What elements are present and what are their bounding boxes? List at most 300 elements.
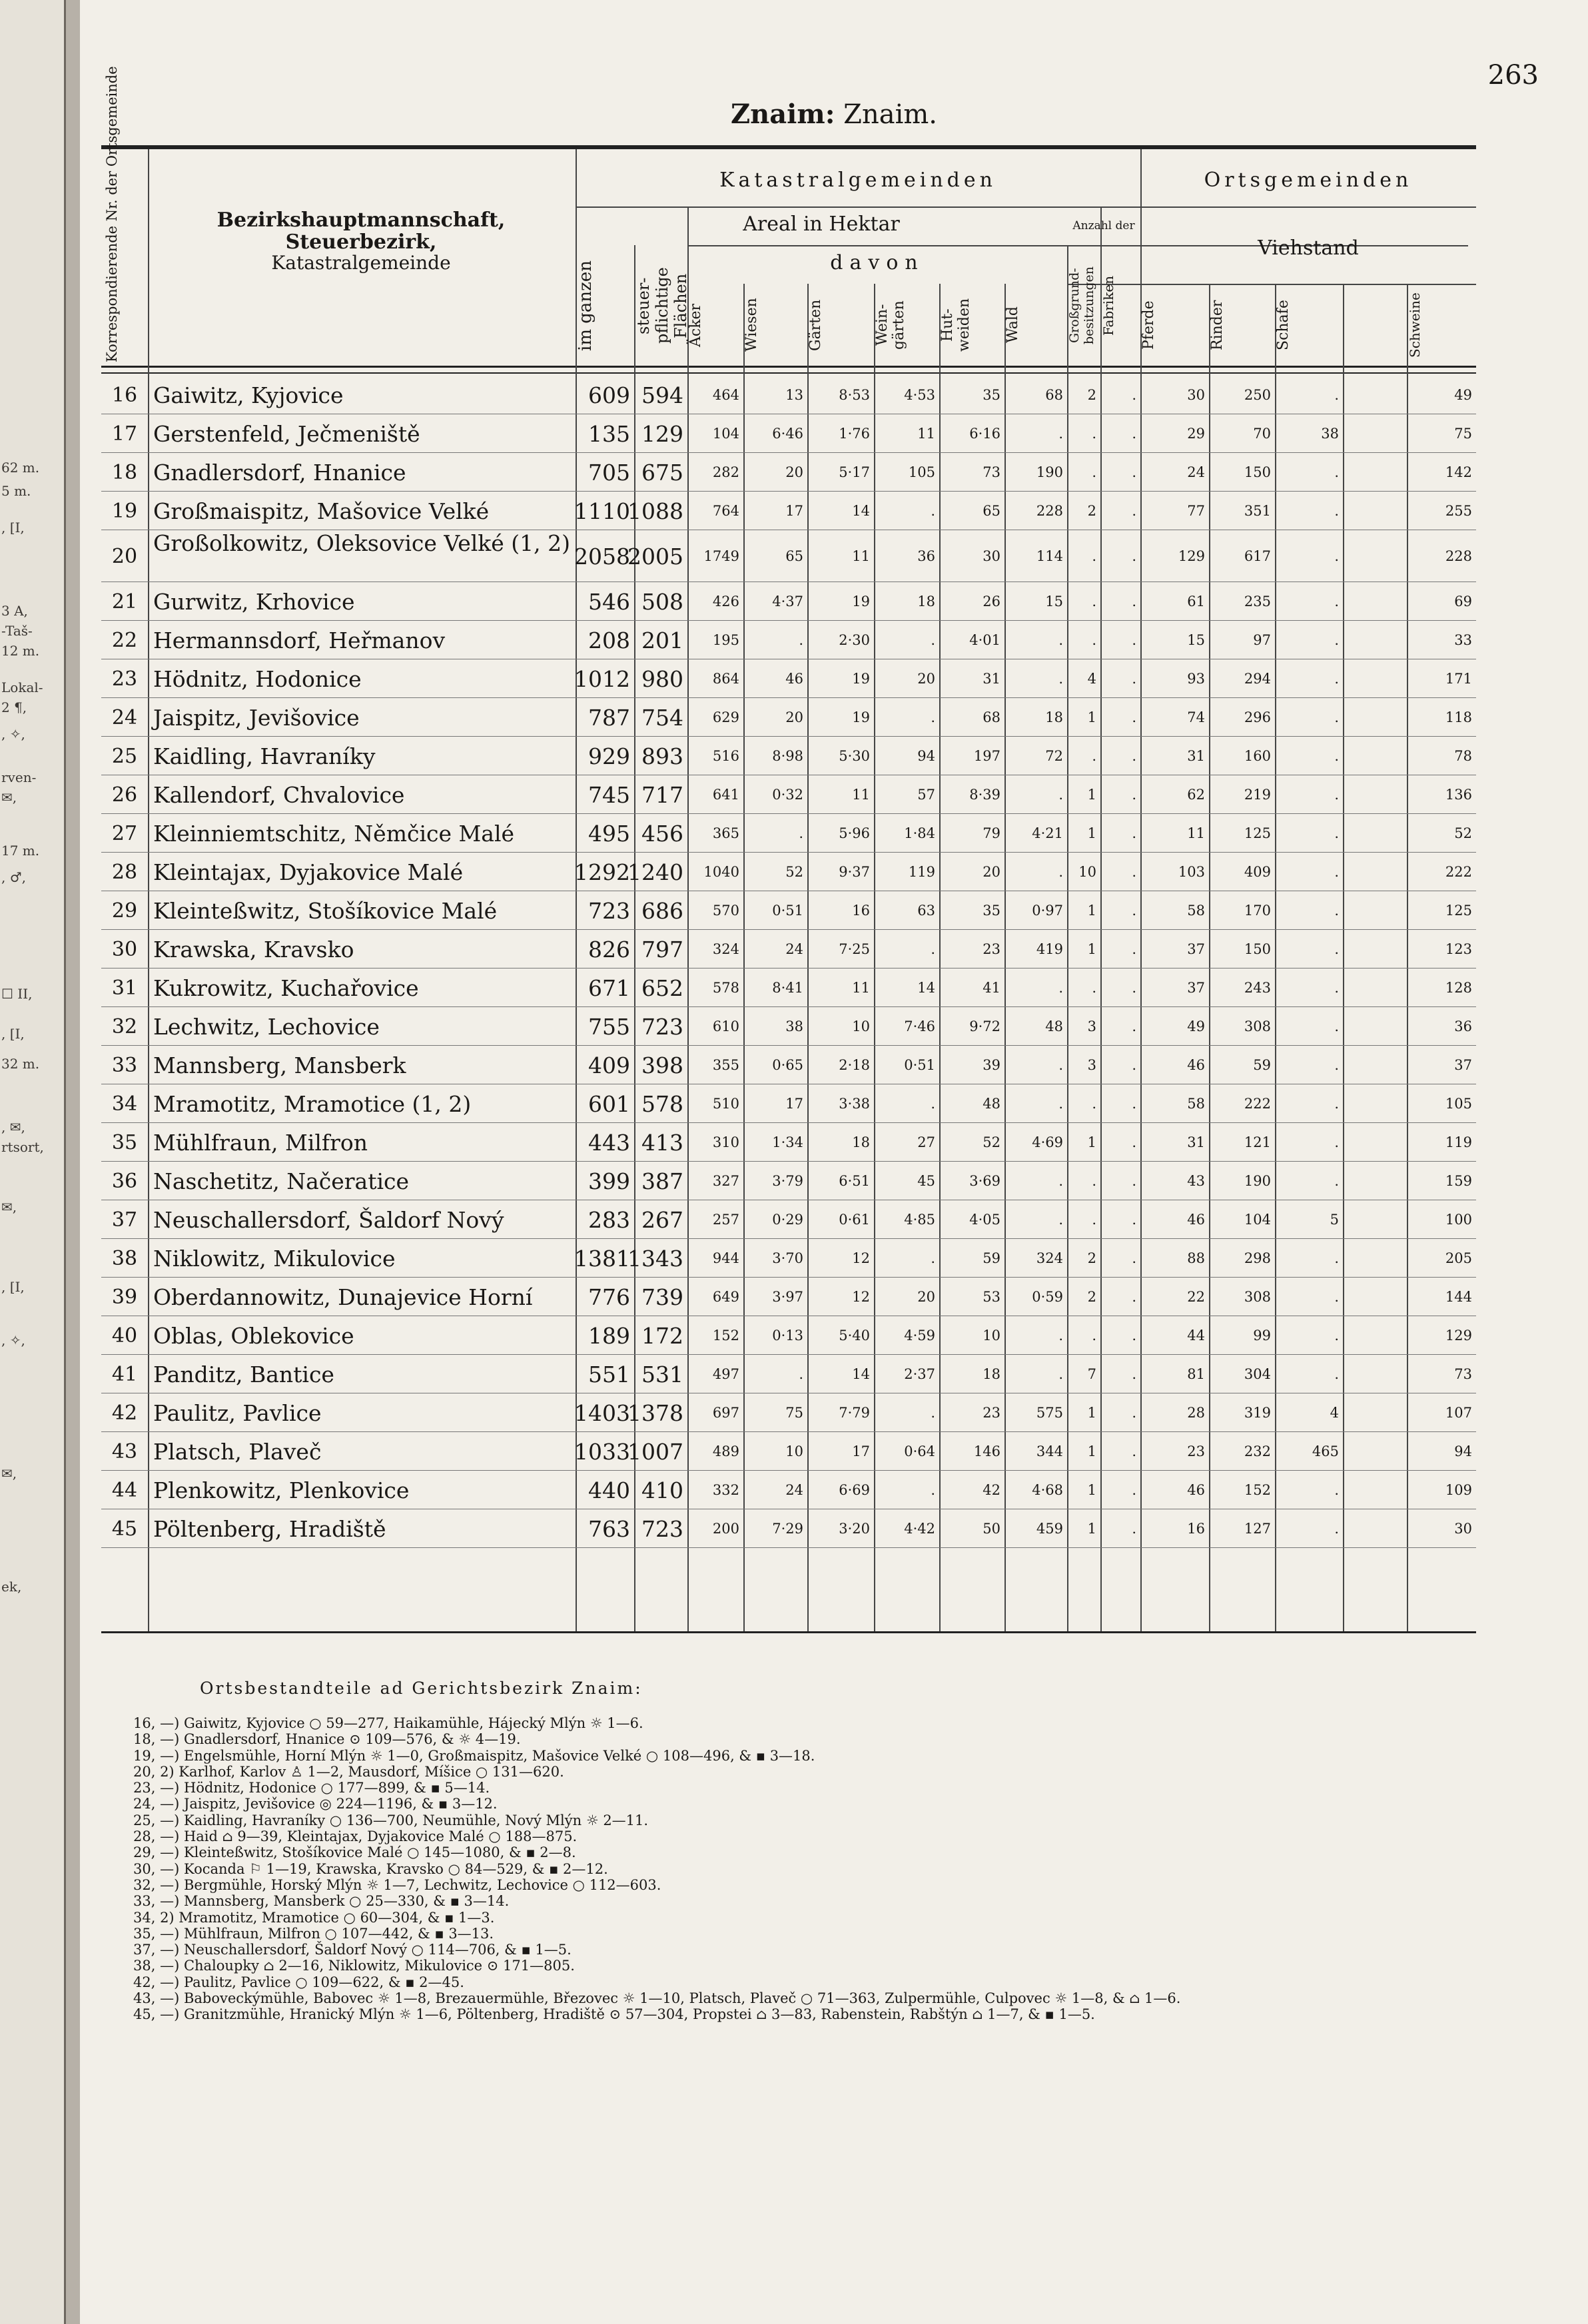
cell-wiesen: 17 [785, 1096, 803, 1112]
cell-name: Krawska, Kravsko [153, 936, 354, 963]
table-row [101, 1432, 1476, 1471]
table-row [101, 414, 1476, 453]
cell-pferde: 62 [1187, 787, 1205, 803]
cell-fab: . [1132, 864, 1136, 880]
cell-nr: 45 [111, 1517, 138, 1541]
cell-hut: 52 [983, 1134, 1000, 1150]
cell-schafe: . [1334, 1057, 1339, 1073]
cell-steuer: 652 [641, 974, 683, 1001]
header-aecker: Äcker [687, 303, 704, 347]
cell-schweine: 159 [1445, 1173, 1472, 1189]
cell-schweine: 142 [1445, 464, 1472, 480]
cell-schweine: 144 [1445, 1289, 1472, 1305]
cell-schweine: 33 [1454, 632, 1472, 648]
cell-gaerten: 0·61 [839, 1212, 870, 1228]
cell-pferde: 129 [1178, 548, 1205, 564]
table-row [101, 853, 1476, 891]
cell-hut: 6·16 [969, 426, 1000, 442]
cell-ganz: 826 [588, 936, 630, 963]
cell-wiesen: 0·29 [772, 1212, 803, 1228]
facing-page-fragment: 5 m. [1, 483, 31, 499]
cell-gross: 1 [1087, 941, 1096, 957]
cell-wald: . [1058, 980, 1063, 996]
cell-hut: 50 [983, 1521, 1000, 1537]
cell-name: Oberdannowitz, Dunajevice Horní [153, 1284, 533, 1310]
cell-pferde: 22 [1187, 1289, 1205, 1305]
cell-rinder: 190 [1244, 1173, 1271, 1189]
cell-schafe: 5 [1330, 1212, 1339, 1228]
cell-nr: 26 [111, 783, 138, 807]
cell-aecker: 629 [712, 709, 739, 725]
cell-wiesen: 24 [785, 1482, 803, 1498]
cell-aecker: 497 [712, 1366, 739, 1382]
cell-fab: . [1132, 1443, 1136, 1459]
cell-schweine: 73 [1454, 1366, 1472, 1382]
cell-name: Pöltenberg, Hradiště [153, 1515, 386, 1542]
cell-fab: . [1132, 980, 1136, 996]
cell-wein: 0·51 [904, 1057, 935, 1073]
cell-gaerten: 11 [852, 548, 870, 564]
footnote-line: 28, —) Haid ⌂ 9—39, Kleintajax, Dyjakovice Malé ○ 188—875. [133, 1828, 578, 1845]
cell-gross: 1 [1087, 1443, 1096, 1459]
cell-wiesen: 1·34 [772, 1134, 803, 1150]
cell-wein: 20 [917, 671, 935, 687]
cell-schweine: 109 [1445, 1482, 1472, 1498]
footnote-line: 43, —) Baboveckýmühle, Babovec ☼ 1—8, Brezauermühle, Březovec ☼ 1—10, Platsch, Plaveč ○ 71—363, Zulpermühle, Culpovec ☼ 1—8, & ⌂ 1—6. [133, 1990, 1181, 2007]
cell-wald: 419 [1036, 941, 1063, 957]
cell-schafe: . [1334, 903, 1339, 919]
cell-hut: 146 [973, 1443, 1000, 1459]
header-anzahl: Anzahl der [1072, 219, 1135, 232]
cell-gross: 1 [1087, 1405, 1096, 1421]
table-row [101, 1084, 1476, 1123]
cell-gaerten: 5·40 [839, 1328, 870, 1344]
cell-steuer: 739 [641, 1284, 683, 1310]
cell-aecker: 610 [712, 1018, 739, 1034]
cell-hut: 31 [983, 671, 1000, 687]
cell-pferde: 16 [1187, 1521, 1205, 1537]
cell-steuer: 201 [641, 627, 683, 653]
cell-pferde: 46 [1187, 1057, 1205, 1073]
cell-fab: . [1132, 593, 1136, 609]
cell-gross: 2 [1087, 503, 1096, 519]
facing-page-fragment: -Taš- [1, 623, 33, 639]
cell-gross: 1 [1087, 1521, 1096, 1537]
title-rest: Znaim. [835, 99, 938, 130]
row-rule [101, 1547, 1476, 1548]
cell-name: Gerstenfeld, Ječmeniště [153, 420, 420, 447]
cell-ganz: 763 [588, 1515, 630, 1542]
header-orts: Ortsgemeinden [1204, 169, 1413, 192]
table-row [101, 968, 1476, 1007]
cell-aecker: 1749 [703, 548, 739, 564]
cell-wein: 94 [917, 748, 935, 764]
cell-hut: 39 [983, 1057, 1000, 1073]
cell-rinder: 125 [1244, 825, 1271, 841]
cell-schafe: . [1334, 464, 1339, 480]
cell-wiesen: 20 [785, 464, 803, 480]
cell-nr: 28 [111, 860, 138, 884]
cell-nr: 18 [111, 460, 138, 484]
cell-hut: 73 [983, 464, 1000, 480]
cell-steuer: 172 [641, 1322, 683, 1349]
facing-page-edge [0, 0, 66, 2324]
facing-page-fragment: ☐ II, [1, 986, 33, 1002]
cell-schweine: 255 [1445, 503, 1472, 519]
table-row [101, 1471, 1476, 1509]
cell-fab: . [1132, 748, 1136, 764]
facing-page-fragment: 3 A, [1, 603, 28, 619]
header-name [155, 209, 568, 274]
cell-aecker: 332 [712, 1482, 739, 1498]
cell-hut: 35 [983, 903, 1000, 919]
cell-pferde: 15 [1187, 632, 1205, 648]
cell-wiesen: 4·37 [772, 593, 803, 609]
cell-schafe: . [1334, 1289, 1339, 1305]
header-fabriken: Fabriken [1100, 275, 1116, 336]
cell-nr: 33 [111, 1053, 138, 1077]
cell-fab: . [1132, 1096, 1136, 1112]
cell-schafe: . [1334, 980, 1339, 996]
cell-wiesen: 38 [785, 1018, 803, 1034]
cell-aecker: 516 [712, 748, 739, 764]
cell-gross: 1 [1087, 903, 1096, 919]
cell-pferde: 29 [1187, 426, 1205, 442]
cell-wald: . [1058, 1173, 1063, 1189]
cell-name: Hermannsdorf, Heřmanov [153, 627, 446, 653]
cell-wald: 0·59 [1032, 1289, 1063, 1305]
facing-page-fragment: , ✉, [1, 1119, 25, 1135]
cell-ganz: 601 [588, 1090, 630, 1117]
cell-gross: . [1092, 980, 1096, 996]
cell-gross: 4 [1087, 671, 1096, 687]
table-row [101, 621, 1476, 659]
binding-gutter [0, 0, 80, 2324]
cell-pferde: 44 [1187, 1328, 1205, 1344]
cell-rinder: 127 [1244, 1521, 1271, 1537]
cell-hut: 35 [983, 387, 1000, 403]
cell-rinder: 152 [1244, 1482, 1271, 1498]
cell-aecker: 324 [712, 941, 739, 957]
cell-name: Hödnitz, Hodonice [153, 665, 362, 692]
cell-wald: . [1058, 426, 1063, 442]
cell-fab: . [1132, 1328, 1136, 1344]
cell-rinder: 308 [1244, 1018, 1271, 1034]
cell-schweine: 52 [1454, 825, 1472, 841]
cell-steuer: 675 [641, 459, 683, 486]
cell-gaerten: 17 [852, 1443, 870, 1459]
cell-ganz: 399 [588, 1168, 630, 1194]
header-schafe: Schafe [1275, 300, 1292, 350]
cell-gaerten: 6·69 [839, 1482, 870, 1498]
cell-wald: 324 [1036, 1250, 1063, 1266]
cell-gaerten: 9·37 [839, 864, 870, 880]
facing-page-fragment: 32 m. [1, 1056, 40, 1072]
cell-name: Platsch, Plaveč [153, 1438, 322, 1465]
cell-nr: 36 [111, 1169, 138, 1193]
cell-aecker: 310 [712, 1134, 739, 1150]
cell-gaerten: 12 [852, 1250, 870, 1266]
cell-schafe: . [1334, 1328, 1339, 1344]
cell-gross: 10 [1078, 864, 1096, 880]
header-wald: Wald [1004, 306, 1021, 344]
cell-schafe: . [1334, 1134, 1339, 1150]
cell-wein: 63 [917, 903, 935, 919]
cell-aecker: 257 [712, 1212, 739, 1228]
cell-schafe: . [1334, 632, 1339, 648]
cell-nr: 43 [111, 1439, 138, 1463]
facing-page-fragment: , ♂, [1, 869, 27, 885]
cell-schweine: 128 [1445, 980, 1472, 996]
facing-page-fragment: , [I, [1, 520, 25, 536]
cell-fab: . [1132, 1057, 1136, 1073]
cell-gaerten: 8·53 [839, 387, 870, 403]
header-line [101, 372, 1476, 374]
cell-wiesen: 0·13 [772, 1328, 803, 1344]
table-row [101, 1509, 1476, 1548]
cell-gaerten: 5·30 [839, 748, 870, 764]
cell-fab: . [1132, 464, 1136, 480]
cell-wald: 459 [1036, 1521, 1063, 1537]
footnote-line: 37, —) Neuschallersdorf, Šaldorf Nový ○ 114—706, & ▪ 1—5. [133, 1942, 572, 1958]
header-hutweiden: Hut-weiden [939, 298, 973, 352]
cell-wiesen: 3·70 [772, 1250, 803, 1266]
cell-gross: 2 [1087, 1289, 1096, 1305]
cell-gaerten: 19 [852, 593, 870, 609]
cell-hut: 65 [983, 503, 1000, 519]
cell-nr: 21 [111, 589, 138, 613]
cell-gross: 1 [1087, 1482, 1096, 1498]
cell-wein: 0·64 [904, 1443, 935, 1459]
cell-schweine: 107 [1445, 1405, 1472, 1421]
cell-hut: 59 [983, 1250, 1000, 1266]
cell-ganz: 409 [588, 1052, 630, 1078]
cell-wald: 4·21 [1032, 825, 1063, 841]
cell-gaerten: 10 [852, 1018, 870, 1034]
cell-schweine: 105 [1445, 1096, 1472, 1112]
cell-rinder: 97 [1253, 632, 1271, 648]
cell-ganz: 189 [588, 1322, 630, 1349]
cell-gaerten: 11 [852, 787, 870, 803]
cell-fab: . [1132, 548, 1136, 564]
cell-rinder: 308 [1244, 1289, 1271, 1305]
header-areal: Areal in Hektar [743, 212, 900, 236]
cell-nr: 31 [111, 976, 138, 1000]
cell-name: Kleintajax, Dyjakovice Malé [153, 859, 464, 885]
cell-fab: . [1132, 1482, 1136, 1498]
cell-wein: 18 [917, 593, 935, 609]
cell-pferde: 61 [1187, 593, 1205, 609]
cell-gross: 1 [1087, 1134, 1096, 1150]
cell-rinder: 121 [1244, 1134, 1271, 1150]
cell-name: Kaidling, Havraníky [153, 743, 376, 769]
cell-schweine: 125 [1445, 903, 1472, 919]
cell-wald: . [1058, 1212, 1063, 1228]
cell-schafe: . [1334, 825, 1339, 841]
cell-ganz: 1033 [574, 1438, 630, 1465]
cell-wein: . [931, 709, 935, 725]
cell-ganz: 1403 [574, 1399, 630, 1426]
cell-aecker: 649 [712, 1289, 739, 1305]
table-row [101, 814, 1476, 853]
page-number: 263 [1487, 60, 1539, 91]
cell-schweine: 69 [1454, 593, 1472, 609]
cell-steuer: 754 [641, 704, 683, 731]
cell-wein: 7·46 [904, 1018, 935, 1034]
cell-rinder: 250 [1244, 387, 1271, 403]
cell-nr: 29 [111, 899, 138, 923]
cell-gaerten: 3·38 [839, 1096, 870, 1112]
cell-nr: 19 [111, 499, 138, 523]
cell-schafe: . [1334, 593, 1339, 609]
cell-hut: 18 [983, 1366, 1000, 1382]
cell-rinder: 294 [1244, 671, 1271, 687]
cell-nr: 30 [111, 937, 138, 961]
cell-ganz: 2058 [574, 543, 630, 570]
cell-wiesen: 3·97 [772, 1289, 803, 1305]
cell-wald: . [1058, 864, 1063, 880]
cell-name: Oblas, Oblekovice [153, 1322, 354, 1349]
cell-aecker: 510 [712, 1096, 739, 1112]
cell-name: Paulitz, Pavlice [153, 1399, 322, 1426]
cell-pferde: 103 [1178, 864, 1205, 880]
cell-wein: 14 [917, 980, 935, 996]
cell-rinder: 235 [1244, 593, 1271, 609]
cell-fab: . [1132, 671, 1136, 687]
cell-gaerten: 6·51 [839, 1173, 870, 1189]
cell-hut: 8·39 [969, 787, 1000, 803]
cell-gaerten: 18 [852, 1134, 870, 1150]
cell-gross: 3 [1087, 1018, 1096, 1034]
cell-nr: 39 [111, 1285, 138, 1309]
cell-wald: 0·97 [1032, 903, 1063, 919]
cell-schafe: . [1334, 1173, 1339, 1189]
cell-wald: 190 [1036, 464, 1063, 480]
cell-rinder: 170 [1244, 903, 1271, 919]
cell-wald: 575 [1036, 1405, 1063, 1421]
document-page [80, 0, 1588, 2324]
cell-nr: 42 [111, 1401, 138, 1425]
cell-hut: 41 [983, 980, 1000, 996]
cell-steuer: 980 [641, 665, 683, 692]
cell-aecker: 464 [712, 387, 739, 403]
cell-hut: 3·69 [969, 1173, 1000, 1189]
footnotes [133, 1715, 1532, 2023]
cell-wein: 4·59 [904, 1328, 935, 1344]
cell-wein: 20 [917, 1289, 935, 1305]
cell-fab: . [1132, 903, 1136, 919]
facing-page-fragment: , ✧, [1, 726, 25, 742]
header-pferde: Pferde [1140, 300, 1157, 350]
cell-name: Kukrowitz, Kuchařovice [153, 974, 419, 1001]
footnote-line: 38, —) Chaloupky ⌂ 2—16, Niklowitz, Mikulovice ⊙ 171—805. [133, 1958, 575, 1974]
title-bold: Znaim: [730, 99, 835, 130]
cell-schweine: 171 [1445, 671, 1472, 687]
page-title [80, 99, 1588, 130]
cell-wald: 114 [1036, 548, 1063, 564]
cell-aecker: 1040 [703, 864, 739, 880]
facing-page-fragment: 2 ¶, [1, 699, 27, 715]
cell-schafe: . [1334, 548, 1339, 564]
cell-ganz: 705 [588, 459, 630, 486]
cell-gross: . [1092, 548, 1096, 564]
cell-pferde: 30 [1187, 387, 1205, 403]
footnote-line: 16, —) Gaiwitz, Kyjovice ○ 59—277, Haikamühle, Hájecký Mlýn ☼ 1—6. [133, 1715, 643, 1731]
cell-steuer: 717 [641, 781, 683, 808]
cell-steuer: 594 [641, 382, 683, 408]
cell-aecker: 104 [712, 426, 739, 442]
cell-nr: 40 [111, 1324, 138, 1348]
cell-schweine: 129 [1445, 1328, 1472, 1344]
cell-hut: 4·05 [969, 1212, 1000, 1228]
cell-rinder: 232 [1244, 1443, 1271, 1459]
cell-ganz: 755 [588, 1013, 630, 1040]
cell-rinder: 351 [1244, 503, 1271, 519]
cell-gaerten: 12 [852, 1289, 870, 1305]
cell-gaerten: 11 [852, 980, 870, 996]
cell-hut: 48 [983, 1096, 1000, 1112]
cell-gross: . [1092, 1096, 1096, 1112]
cell-steuer: 723 [641, 1013, 683, 1040]
cell-gross: . [1092, 1212, 1096, 1228]
cell-pferde: 43 [1187, 1173, 1205, 1189]
cell-wiesen: 75 [785, 1405, 803, 1421]
table-row [101, 453, 1476, 492]
footnote-line: 19, —) Engelsmühle, Horní Mlýn ☼ 1—0, Großmaispitz, Mašovice Velké ○ 108—496, & ▪ 3—18. [133, 1747, 815, 1764]
cell-wein: 2·37 [904, 1366, 935, 1382]
cell-wiesen: 13 [785, 387, 803, 403]
cell-schafe: . [1334, 387, 1339, 403]
cell-nr: 25 [111, 744, 138, 768]
cell-fab: . [1132, 503, 1136, 519]
cell-name: Panditz, Bantice [153, 1361, 334, 1387]
cell-steuer: 387 [641, 1168, 683, 1194]
footnote-line: 33, —) Mannsberg, Mansberk ○ 25—330, & ▪ 3—14. [133, 1893, 510, 1910]
cell-schafe: . [1334, 1096, 1339, 1112]
cell-schweine: 36 [1454, 1018, 1472, 1034]
cell-fab: . [1132, 1173, 1136, 1189]
cell-fab: . [1132, 387, 1136, 403]
header-gaerten: Gärten [807, 299, 824, 351]
cell-hut: 10 [983, 1328, 1000, 1344]
cell-name: Plenkowitz, Plenkovice [153, 1477, 410, 1503]
cell-nr: 16 [111, 383, 138, 407]
cell-steuer: 456 [641, 820, 683, 847]
footnote-line: 30, —) Kocanda ⚐ 1—19, Krawska, Kravsko ○ 84—529, & ▪ 2—12. [133, 1860, 608, 1877]
cell-pferde: 31 [1187, 748, 1205, 764]
footnote-line: 29, —) Kleinteßwitz, Stošíkovice Malé ○ 145—1080, & ▪ 2—8. [133, 1844, 576, 1861]
cell-aecker: 365 [712, 825, 739, 841]
cell-name: Jaispitz, Jevišovice [153, 704, 360, 731]
cell-hut: 53 [983, 1289, 1000, 1305]
cell-gaerten: 5·17 [839, 464, 870, 480]
table-row [101, 376, 1476, 414]
cell-steuer: 129 [641, 420, 683, 447]
cell-ganz: 723 [588, 897, 630, 924]
cell-wein: . [931, 1096, 935, 1112]
table-row [101, 1393, 1476, 1432]
facing-page-fragment: Lokal- [1, 679, 43, 695]
cell-rinder: 99 [1253, 1328, 1271, 1344]
cell-wald: . [1058, 1328, 1063, 1344]
cell-steuer: 1088 [627, 498, 683, 524]
cell-hut: 20 [983, 864, 1000, 880]
cell-name: Großolkowitz, Oleksovice Velké (1, 2) [153, 530, 571, 556]
cell-schafe: . [1334, 748, 1339, 764]
cell-wiesen: . [799, 632, 803, 648]
cell-schafe: . [1334, 864, 1339, 880]
cell-ganz: 776 [588, 1284, 630, 1310]
